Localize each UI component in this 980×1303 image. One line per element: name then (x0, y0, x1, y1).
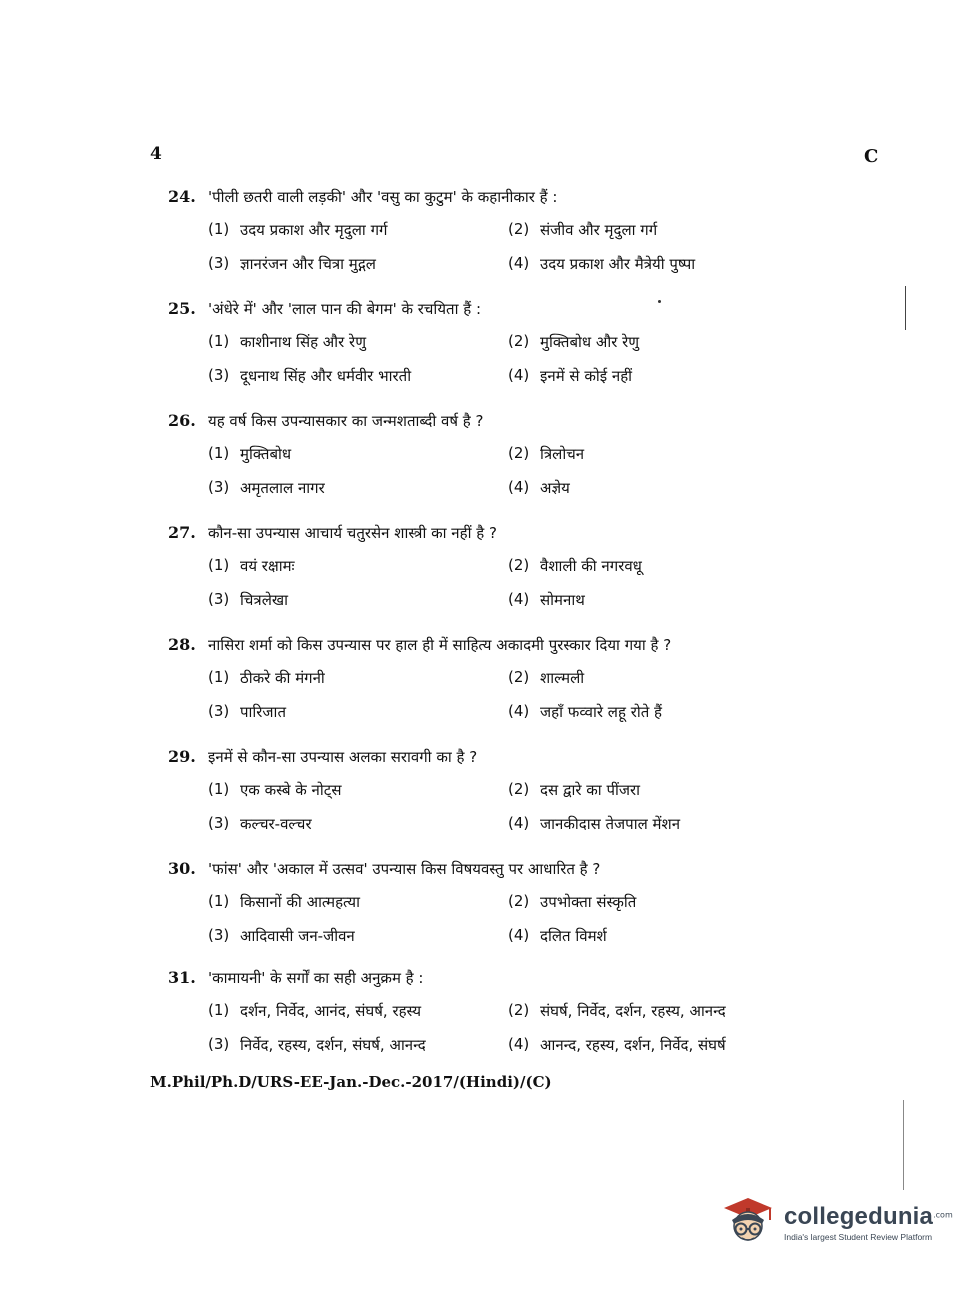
option (508, 926, 808, 946)
question-number: 30. (168, 859, 196, 878)
option (208, 702, 508, 722)
option-number: (2) (508, 220, 530, 238)
option-number: (1) (208, 780, 230, 798)
option-text: मुक्तिबोध (240, 445, 292, 463)
option (208, 1001, 508, 1021)
option (508, 332, 808, 352)
option-text: जहाँ फव्वारे लहू रोते हैं (540, 703, 663, 721)
option (208, 254, 508, 274)
question-number: 28. (168, 635, 196, 654)
option-text: निर्वेद, रहस्य, दर्शन, संघर्ष, आनन्द (240, 1036, 426, 1054)
question-text: कौन-सा उपन्यास आचार्य चतुरसेन शास्त्री का नहीं है ? (208, 524, 497, 542)
option-number: (2) (508, 556, 530, 574)
option (208, 444, 508, 464)
option-number: (3) (208, 366, 230, 384)
option-number: (3) (208, 590, 230, 608)
option (508, 366, 808, 386)
option-text: शाल्मली (540, 669, 585, 687)
option-number: (4) (508, 478, 530, 496)
option-number: (4) (508, 254, 530, 272)
option-number: (3) (208, 814, 230, 832)
option-text: ठीकरे की मंगनी (240, 669, 325, 687)
option-number: (1) (208, 332, 230, 350)
option-number: (3) (208, 478, 230, 496)
option-number: (3) (208, 926, 230, 944)
question-number: 27. (168, 523, 196, 542)
page-number: 4 (150, 144, 162, 164)
question (168, 523, 808, 617)
option (508, 702, 808, 722)
option-text: उदय प्रकाश और मृदुला गर्ग (240, 221, 388, 239)
option (508, 220, 808, 240)
question (168, 187, 808, 281)
option-number: (1) (208, 220, 230, 238)
option (208, 892, 508, 912)
option (208, 556, 508, 576)
option-text: दर्शन, निर्वेद, आनंद, संघर्ष, रहस्य (240, 1002, 422, 1020)
option (208, 220, 508, 240)
option (208, 1035, 508, 1055)
option-text: उपभोक्ता संस्कृति (540, 893, 637, 911)
set-code: C (864, 146, 879, 167)
option-number: (1) (208, 556, 230, 574)
option-text: आदिवासी जन-जीवन (240, 927, 355, 945)
option (508, 780, 808, 800)
question (168, 859, 808, 953)
question-text: इनमें से कौन-सा उपन्यास अलका सरावगी का है ? (208, 748, 478, 766)
option-number: (2) (508, 332, 530, 350)
option-text: जानकीदास तेजपाल मेंशन (540, 815, 681, 833)
option (508, 444, 808, 464)
question-number: 26. (168, 411, 196, 430)
option-number: (2) (508, 892, 530, 910)
option-text: संजीव और मृदुला गर्ग (540, 221, 658, 239)
option-text: कल्चर-वल्चर (240, 815, 312, 833)
option (208, 814, 508, 834)
option-number: (4) (508, 702, 530, 720)
option (208, 332, 508, 352)
option-text: काशीनाथ सिंह और रेणु (240, 333, 367, 351)
option-text: पारिजात (240, 703, 286, 721)
option (208, 478, 508, 498)
question (168, 747, 808, 841)
option-text: आनन्द, रहस्य, दर्शन, निर्वेद, संघर्ष (540, 1036, 726, 1054)
option-text: चित्रलेखा (240, 591, 289, 609)
option (208, 780, 508, 800)
option (508, 556, 808, 576)
option-text: एक कस्बे के नोट्स (240, 781, 342, 799)
option-number: (2) (508, 1001, 530, 1019)
option-number: (4) (508, 814, 530, 832)
option (208, 366, 508, 386)
option-text: वयं रक्षामः (240, 557, 295, 575)
question-number: 29. (168, 747, 196, 766)
option-number: (4) (508, 926, 530, 944)
option-number: (2) (508, 444, 530, 462)
question-text: 'फांस' और 'अकाल में उत्सव' उपन्यास किस विषयवस्तु पर आधारित है ? (208, 860, 601, 878)
option (508, 1035, 808, 1055)
question-text: नासिरा शर्मा को किस उपन्यास पर हाल ही में साहित्य अकादमी पुरस्कार दिया गया है ? (208, 636, 672, 654)
option-text: वैशाली की नगरवधू (540, 557, 642, 575)
option (508, 590, 808, 610)
logo-name: collegedunia (784, 1202, 934, 1230)
option (508, 668, 808, 688)
option (508, 1001, 808, 1021)
option (508, 254, 808, 274)
option-number: (4) (508, 590, 530, 608)
question (168, 411, 808, 505)
option-text: दूधनाथ सिंह और धर्मवीर भारती (240, 367, 412, 385)
option-number: (1) (208, 668, 230, 686)
option-number: (1) (208, 1001, 230, 1019)
option (208, 668, 508, 688)
option-text: त्रिलोचन (540, 445, 585, 463)
option-number: (2) (508, 780, 530, 798)
option (208, 926, 508, 946)
question-text: 'अंधेरे में' और 'लाल पान की बेगम' के रचयिता हैं : (208, 300, 482, 318)
option-number: (1) (208, 444, 230, 462)
option-text: किसानों की आत्महत्या (240, 893, 360, 911)
option (508, 814, 808, 834)
question (168, 635, 808, 729)
option-text: अमृतलाल नागर (240, 479, 325, 497)
option-text: मुक्तिबोध और रेणु (540, 333, 640, 351)
margin-mark (903, 1100, 904, 1190)
margin-mark (905, 286, 906, 330)
option-number: (4) (508, 366, 530, 384)
option-number: (3) (208, 702, 230, 720)
question-text: 'कामायनी' के सर्गों का सही अनुक्रम है : (208, 969, 424, 987)
question-number: 24. (168, 187, 196, 206)
option-text: दलित विमर्श (540, 927, 607, 945)
question-text: यह वर्ष किस उपन्यासकार का जन्मशताब्दी वर्ष है ? (208, 412, 484, 430)
option-text: दस द्वारे का पींजरा (540, 781, 641, 799)
option-text: अज्ञेय (540, 479, 570, 497)
mascot-icon (718, 1196, 776, 1248)
question-text: 'पीली छतरी वाली लड़की' और 'वसु का कुटुम' के कहानीकार हैं : (208, 188, 558, 206)
option (508, 892, 808, 912)
option-text: उदय प्रकाश और मैत्रेयी पुष्पा (540, 255, 696, 273)
option-text: संघर्ष, निर्वेद, दर्शन, रहस्य, आनन्द (540, 1002, 726, 1020)
question (168, 968, 808, 1062)
question-number: 25. (168, 299, 196, 318)
question-number: 31. (168, 968, 196, 987)
option-number: (3) (208, 254, 230, 272)
collegedunia-watermark[interactable] (718, 1196, 953, 1248)
logo-tagline: India's largest Student Review Platform (784, 1231, 933, 1242)
option-number: (2) (508, 668, 530, 686)
option-text: इनमें से कोई नहीं (540, 367, 633, 385)
option-number: (1) (208, 892, 230, 910)
option (508, 478, 808, 498)
logo-text (784, 1203, 953, 1242)
option-text: सोमनाथ (540, 591, 585, 609)
logo-suffix: .com (933, 1210, 953, 1220)
paper-code-footer: M.Phil/Ph.D/URS-EE-Jan.-Dec.-2017/(Hindi)/(C) (150, 1073, 552, 1091)
option-text: ज्ञानरंजन और चित्रा मुद्गल (240, 255, 376, 273)
option-number: (4) (508, 1035, 530, 1053)
question (168, 299, 808, 393)
option (208, 590, 508, 610)
option-number: (3) (208, 1035, 230, 1053)
